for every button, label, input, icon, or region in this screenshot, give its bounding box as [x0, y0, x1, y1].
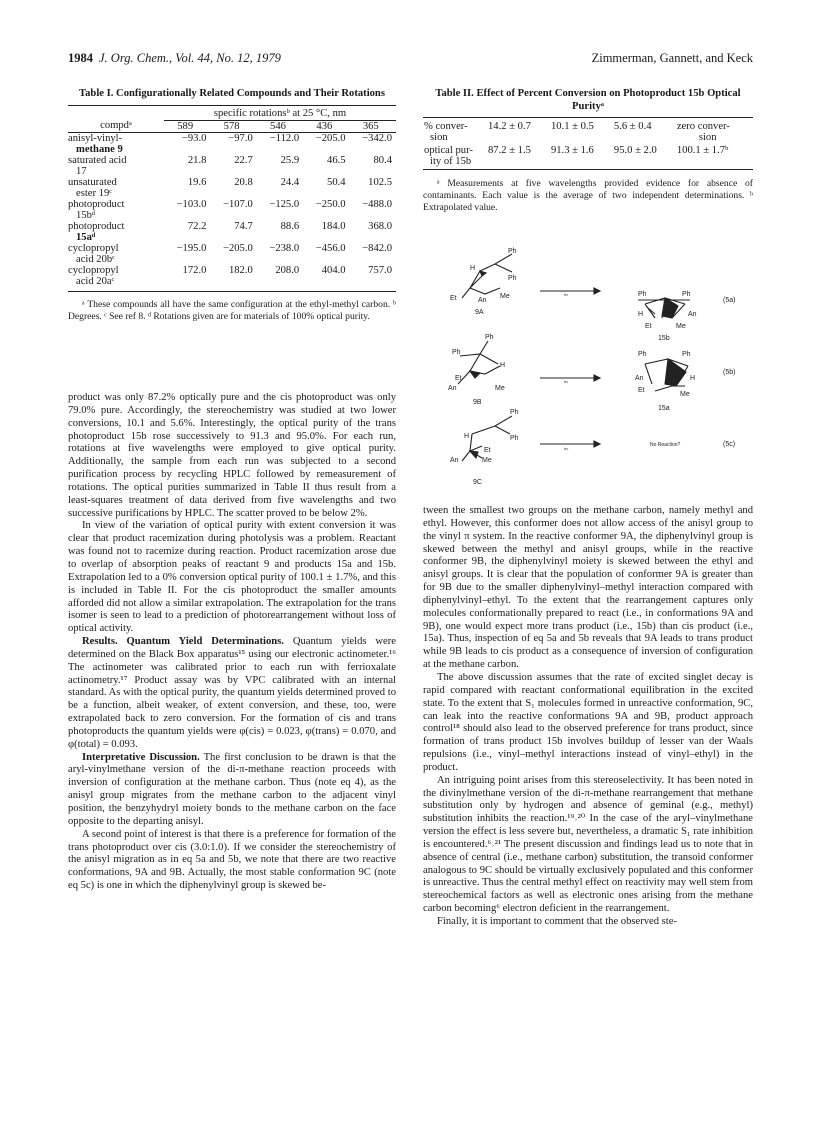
table1-cell: 46.5 — [327, 154, 346, 166]
running-header — [68, 51, 753, 67]
scheme-label: Me — [500, 293, 510, 300]
table2-footnote: ᵃ Measurements at five wavelengths provided evidence for absence of contaminants. Each value is the average of two independent determinations. ᵇ Extrapolated value. — [423, 178, 753, 213]
compound-name: ester 19ᶜ — [76, 187, 112, 199]
table1-row — [68, 132, 396, 155]
table1-row — [68, 221, 396, 243]
section-heading: Results. Quantum Yield Determinations. — [82, 636, 284, 648]
table1-cell: −97.0 — [228, 132, 253, 144]
scheme-label: An — [688, 311, 697, 318]
table1-cell: −125.0 — [269, 198, 300, 210]
table1-cell: −842.0 — [362, 242, 392, 254]
table1-cell: −107.0 — [222, 198, 253, 210]
table1-cell: 21.8 — [187, 154, 207, 166]
compound-name: methane 9 — [76, 143, 123, 155]
table1-cell: −342.0 — [362, 132, 392, 144]
table2-label: ity of 15b — [430, 156, 472, 167]
right-column — [423, 88, 753, 214]
equation-number: (5a) — [723, 297, 736, 304]
scheme-label: Ph — [510, 435, 519, 442]
results-text: Quantum yields were determined on the Black Box apparatus¹⁵ using our electronic actinometer.¹⁶ The actinometer was calibrated prior to each run with ferrioxalate actinometry.¹⁷ Product assay was by VPC calibrated with an internal standard. As with the optical purity, the quantum yields determined proved to be a function, albeit weaker, of extent conversion, and these, too, were extrapolated back to zero conversion. For the formation of cis and trans photoproducts the quantum yields were φ(cis) = 0.023, φ(trans) = 0.070, and φ(total) = 0.093. — [68, 636, 396, 750]
scheme-label: An — [450, 457, 459, 464]
table2-cell: 95.0 ± 2.0 — [613, 145, 657, 156]
compound-name: acid 20aᶜ — [76, 275, 115, 287]
left-body — [68, 392, 396, 893]
table1-compound — [68, 199, 164, 221]
scheme-label: H — [464, 433, 470, 440]
scheme-label: Me — [680, 391, 690, 398]
scheme-compound-label: 9C — [473, 479, 482, 486]
interpretative-paragraph — [68, 752, 396, 829]
right-body — [423, 505, 753, 929]
table2-cell: 100.1 ± 1.7ᵇ — [676, 145, 729, 156]
table1-cell: 24.4 — [280, 176, 300, 188]
scheme-label: Ph — [452, 349, 461, 356]
scheme-label: Et — [455, 375, 462, 382]
table1-cell: 72.2 — [187, 220, 207, 232]
table1-cell: 80.4 — [373, 154, 392, 166]
table2-cell: zero conver- — [676, 121, 730, 132]
compound-name: cyclopropyl — [68, 242, 119, 254]
journal-citation: J. Org. Chem., Vol. 44, No. 12, 1979 — [99, 51, 281, 65]
table1-row — [68, 265, 396, 287]
scheme-label: Et — [638, 387, 645, 394]
table1-cell: −112.0 — [269, 132, 300, 144]
body-paragraph: tween the smallest two groups on the methane carbon, namely methyl and ethyl. However, this conformer does not allow access of the anisyl group to the vinyl π system. In the reactive conformer 9A, the diphenylvinyl group is skewed between the methyl and anisyl groups, while in the reactive conformer 9B, the diphenylvinyl moiety is skewed between the ethyl and anisyl groups. It is clear that the population of conformer 9A is greater than for 9B due to the smaller diphenylvinyl–methyl interaction compared with diphenylvinyl–ethyl. To the extent that the rearrangement captures only molecules conformationally prepared to react (i.e., in conformations 9A and 9B), one would expect more trans product (i.e., 15b) than cis product (i.e., 15a). Thus, inspection of eq 5a and 5b reveals that 9A leads to trans product while 9B leads to cis product as a consequence of inversion of configuration at the methane carbon. — [423, 505, 753, 671]
scheme-label: H — [638, 311, 644, 318]
table1-compound — [68, 177, 164, 199]
scheme-compound-label: 9B — [473, 399, 482, 406]
table1-cell: −93.0 — [181, 132, 207, 144]
table1-cell: −205.0 — [222, 242, 253, 254]
body-paragraph: product was only 87.2% optically pure and the cis photoproduct was only 79.0% pure. Accordingly, the stereochemistry was studied at two lower conversions, 10.1 and 5.6%. Interestingly, the optical purity of the trans photoproduct 15b rose successively to 91.3 and 95.0%. For each run, rotations at five wavelengths were employed to give optical purity. Additionally, the sample from each run was subjected to a second purification process by recycling HPLC followed by remeasurement of rotations. The optical purities summarized in Table II thus result from a least-squares treatment of data derived from five wavelengths and two successive purifications by HPLC. The scatter proved to be below 2%. — [68, 392, 396, 519]
table1-row — [68, 243, 396, 265]
table1-cell: 88.6 — [280, 220, 300, 232]
table1-cell: 25.9 — [280, 154, 300, 166]
table1-compound — [68, 132, 164, 155]
table1-cell: 404.0 — [321, 264, 346, 276]
scheme-label: Me — [495, 385, 505, 392]
scheme-label: H — [690, 375, 696, 382]
table1-cell: −195.0 — [176, 242, 207, 254]
body-paragraph: An intriguing point arises from this stereoselectivity. It has been noted in the divinylmethane version of the di-π-methane rearrangement that methane substitution only by hydrogen and absence of geminal (e.g., methyl) substitution inhibits the reaction.¹⁹˒²⁰ In the case of the aryl–vinylmethane version the effect is less severe but, nevertheless, a dramatic S₁ rate inhibition is encountered.⁶˒²¹ The present discussion and findings lead us to note that in absence of central (i.e., methane carbon) substitution, the transoid conformer analogous to 9C should be virtually exclusively populated and this conformer is unreactive. Thus the central methyl effect on reactivity may well stem from stereochemical factors as well as electronic ones arising from the methane carbon becoming⁶ electron deficient in the rearrangement. — [423, 774, 753, 915]
table1-cell: −103.0 — [176, 198, 207, 210]
table1-cell: 208.0 — [275, 264, 300, 276]
table1-cell: 19.6 — [187, 176, 207, 188]
compound-name: photoproduct — [68, 198, 125, 210]
compound-name: acid 20bᶜ — [76, 253, 115, 265]
compound-name: unsaturated — [68, 176, 117, 188]
compound-name: 15aᵈ — [76, 231, 96, 243]
equation-number: (5c) — [723, 441, 736, 448]
scheme-compound-label: 15b — [658, 335, 670, 342]
scheme-label: H — [500, 362, 506, 369]
table2 — [423, 120, 753, 170]
author-header: Zimmerman, Gannett, and Keck — [591, 51, 753, 65]
table2-cell: sion — [698, 132, 717, 143]
table1-compd-header: compdᵃ — [100, 120, 132, 131]
table1-wl: 436 — [316, 120, 333, 132]
table1-cell: 182.0 — [228, 264, 253, 276]
table1-cell: −456.0 — [315, 242, 346, 254]
table1-compound — [68, 155, 164, 177]
body-paragraph: A second point of interest is that there is a preference for formation of the trans photoproduct over cis (3.0:1.0). If we consider the stereochemistry of the anisyl migration as in eq 5a and 5b, we note that there are two reactive conformations, 9A and 9B. Actually, the most stable conformation 9C (note eq 5c) is one in which the diphenylvinyl group is skewed be- — [68, 828, 396, 892]
scheme-label: Ph — [485, 334, 494, 341]
table2-title: Table II. Effect of Percent Conversion on Photoproduct 15b Optical Purityᵃ — [435, 88, 741, 112]
scheme-label: H — [470, 265, 476, 272]
body-paragraph: Finally, it is important to comment that the observed ste- — [437, 916, 677, 927]
page-number: 1984 — [68, 51, 93, 65]
table1-footnote: ᵃ These compounds all have the same configuration at the ethyl-methyl carbon. ᵇ Degrees. ᶜ See ref 8. ᵈ Rotations given are for materials of 100% optical purity. — [68, 298, 396, 322]
scheme-label: Et — [450, 295, 457, 302]
reaction-scheme — [440, 246, 755, 496]
no-reaction-label: No Reaction? — [650, 442, 681, 448]
table1-compound — [68, 221, 164, 243]
table1-wl: 365 — [362, 120, 379, 132]
compound-name: saturated acid — [68, 154, 127, 166]
table1-compound — [68, 243, 164, 265]
table1-compound — [68, 265, 164, 287]
table1-cell: 172.0 — [182, 264, 207, 276]
table1 — [68, 108, 396, 287]
scheme-hv-label: hν — [564, 292, 569, 297]
scheme-label: Ph — [510, 409, 519, 416]
equation-number: (5b) — [723, 369, 736, 376]
scheme-label: Ph — [682, 351, 691, 358]
scheme-label: Me — [482, 457, 492, 464]
table1-row — [68, 199, 396, 221]
compound-name: cyclopropyl — [68, 264, 119, 276]
table1-cell: 22.7 — [234, 154, 253, 166]
table1-wl: 546 — [270, 120, 286, 132]
table2-cell: 87.2 ± 1.5 — [488, 145, 531, 156]
table2-label: optical pur- — [424, 145, 473, 156]
left-column — [68, 88, 396, 323]
scheme-label: Ph — [638, 351, 647, 358]
compound-name: 15bᵈ — [76, 209, 96, 221]
compound-name: anisyl-vinyl- — [68, 132, 123, 144]
table1-cell: 20.8 — [234, 176, 253, 188]
scheme-label: Ph — [508, 248, 517, 255]
scheme-label: Me — [676, 323, 686, 330]
table1-wl: 578 — [223, 120, 240, 132]
interp-text: The first conclusion to be drawn is that the aryl-vinylmethane version of the di-π-methane reaction proceeds with inversion of configuration at the methane carbon. Thus (note eq 4), as the anisyl group migrates from the methane carbon to the adjacent vinyl position, the benzyhydryl moiety bonds to the methane carbon on the face opposite to the departing anisyl. — [68, 751, 396, 827]
table1-row — [68, 155, 396, 177]
table1-cell: 74.7 — [234, 220, 253, 232]
scheme-label: Ph — [508, 275, 517, 282]
table1-cell: −488.0 — [362, 198, 392, 210]
table2-cell: 14.2 ± 0.7 — [488, 121, 531, 132]
table1-cell: 102.5 — [368, 176, 392, 188]
table2-label: sion — [430, 132, 448, 143]
scheme-label: An — [635, 375, 644, 382]
table1-cell: 757.0 — [368, 264, 392, 276]
scheme-hv-label: hν — [564, 379, 569, 384]
body-paragraph: In view of the variation of optical purity with extent conversion it was clear that product racemization during photolysis was a problem. Reactant was found not to racemize during reaction. Product racemization arose due to overlap of absorption peaks of reactant 9 and products 15a and 15b. Extrapolation led to a 0% conversion optical purity of 100.1 ± 1.7%, and this is included in Table II. For the cis photoproduct the smaller amounts afforded did not allow a similar extrapolation. The extrapolation for the trans isomer is seen to lead to a prediction of photorearrangement without loss of optical activity. — [68, 520, 396, 635]
scheme-label: Et — [645, 323, 652, 330]
scheme-label: Et — [484, 447, 491, 454]
table1-cell: −250.0 — [315, 198, 346, 210]
scheme-compound-label: 15a — [658, 405, 670, 412]
scheme-label: Ph — [638, 291, 647, 298]
table1-cell: 184.0 — [321, 220, 346, 232]
table1-cell: −238.0 — [269, 242, 300, 254]
compound-name: photoproduct — [68, 220, 125, 232]
scheme-label: An — [448, 385, 457, 392]
table2-label: % conver- — [424, 121, 468, 132]
table1-title: Table I. Configurationally Related Compounds and Their Rotations — [79, 88, 385, 99]
scheme-compound-label: 9A — [475, 309, 484, 316]
scheme-hv-label: hν — [564, 446, 569, 451]
table1-row — [68, 177, 396, 199]
results-paragraph — [68, 636, 396, 752]
table1-span-header: specific rotationsᵇ at 25 °C, nm — [164, 108, 396, 121]
table1-cell: 368.0 — [368, 220, 392, 232]
scheme-label: An — [478, 297, 487, 304]
table2-cell: 91.3 ± 1.6 — [550, 145, 594, 156]
table1-cell: 50.4 — [327, 176, 346, 188]
section-heading: Interpretative Discussion. — [82, 751, 200, 763]
table1-wl: 589 — [177, 120, 194, 132]
scheme-label: Ph — [682, 291, 691, 298]
table2-cell: 5.6 ± 0.4 — [613, 121, 652, 132]
table1-cell: −205.0 — [315, 132, 346, 144]
body-paragraph: The above discussion assumes that the rate of excited singlet decay is rapid compared with reactant conformational equilibration in the excited state. To the extent that S₁ molecules formed in unreactive conformation, 9C, can leak into the reactive conformations 9A and 9B, product approach control¹⁸ should also lead to the observed preference for trans product, since formation of trans product 15b involves buildup of lesser van der Waals repulsions (i.e., vinyl–methyl interactions instead of vinyl–ethyl) in the product. — [423, 671, 753, 773]
compound-name: 17 — [76, 165, 87, 177]
table2-cell: 10.1 ± 0.5 — [550, 121, 594, 132]
